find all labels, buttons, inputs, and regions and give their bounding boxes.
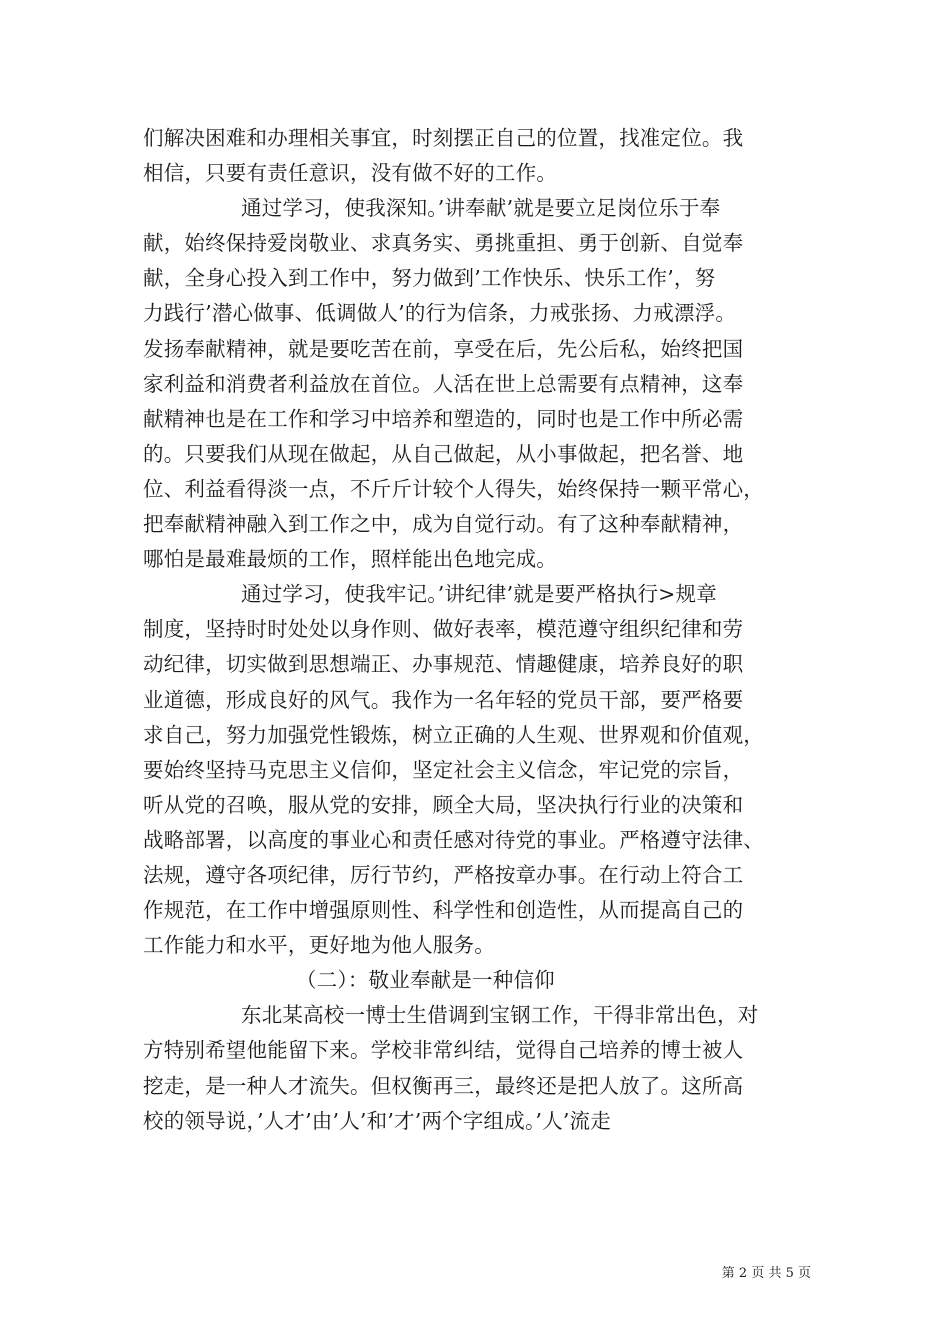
section-heading: （二）：敬业奉献是一种信仰 xyxy=(296,968,555,993)
text-line: 献，全身心投入到工作中，努力做到’工作快乐、快乐工作’，努 xyxy=(143,266,716,291)
text-line: 校的领导说，’人才’由’人’和’才’两个字组成。’人’流走 xyxy=(143,1108,611,1133)
text-line: 法规，遵守各项纪律，厉行节约，严格按章办事。在行动上符合工 xyxy=(143,862,744,887)
text-line: 挖走，是一种人才流失。但权衡再三，最终还是把人放了。这所高 xyxy=(143,1073,744,1098)
text-line: 通过学习，使我深知。’讲奉献’就是要立足岗位乐于奉 xyxy=(241,196,721,221)
text-line: 要始终坚持马克思主义信仰，坚定社会主义信念，牢记党的宗旨， xyxy=(143,757,744,782)
page-footer xyxy=(0,1265,811,1283)
text-line: 战略部署，以高度的事业心和责任感对待党的事业。严格遵守法律、 xyxy=(143,827,764,852)
text-line: 作规范，在工作中增强原则性、科学性和创造性，从而提高自己的 xyxy=(143,898,744,923)
text-line: 位、利益看得淡一点，不斤斤计较个人得失，始终保持一颗平常心， xyxy=(143,476,764,501)
text-line: 力践行’潜心做事、低调做人’的行为信条，力戒张扬、力戒漂浮。 xyxy=(143,301,737,326)
text-line: 业道德，形成良好的风气。我作为一名年轻的党员干部，要严格要 xyxy=(143,687,744,712)
text-line: 求自己，努力加强党性锻炼，树立正确的人生观、世界观和价值观， xyxy=(143,722,764,747)
text-line: 工作能力和水平，更好地为他人服务。 xyxy=(143,933,495,958)
text-line: 发扬奉献精神，就是要吃苦在前，享受在后，先公后私，始终把国 xyxy=(143,336,744,361)
text-line: 献精神也是在工作和学习中培养和塑造的，同时也是工作中所必需 xyxy=(143,406,744,431)
text-line: 通过学习，使我牢记。’讲纪律’就是要严格执行>规章 xyxy=(241,582,717,607)
document-body xyxy=(143,121,815,1139)
text-line: 们解决困难和办理相关事宜，时刻摆正自己的位置，找准定位。我 xyxy=(143,126,744,150)
text-line: 东北某高校一博士生借调到宝钢工作，干得非常出色，对 xyxy=(241,1003,759,1028)
text-line: 哪怕是最难最烦的工作，照样能出色地完成。 xyxy=(143,547,557,572)
text-line: 动纪律，切实做到思想端正、办事规范、情趣健康，培养良好的职 xyxy=(143,652,744,677)
text-line: 制度，坚持时时处处以身作则、做好表率，模范遵守组织纪律和劳 xyxy=(143,617,744,642)
text-line: 把奉献精神融入到工作之中，成为自觉行动。有了这种奉献精神， xyxy=(143,512,744,537)
text-line: 家利益和消费者利益放在首位。人活在世上总需要有点精神，这奉 xyxy=(143,371,744,396)
text-line: 献，始终保持爱岗敬业、求真务实、勇挑重担、勇于创新、自觉奉 xyxy=(143,231,744,256)
text-line: 相信，只要有责任意识，没有做不好的工作。 xyxy=(143,161,557,186)
text-line: 的。只要我们从现在做起，从自己做起，从小事做起，把名誉、地 xyxy=(143,441,744,466)
text-line: 方特别希望他能留下来。学校非常纠结，觉得自己培养的博士被人 xyxy=(143,1038,744,1063)
text-line: 听从党的召唤，服从党的安排，顾全大局，坚决执行行业的决策和 xyxy=(143,792,744,817)
page-number: 第 2 页 共 5 页 xyxy=(721,1266,811,1281)
